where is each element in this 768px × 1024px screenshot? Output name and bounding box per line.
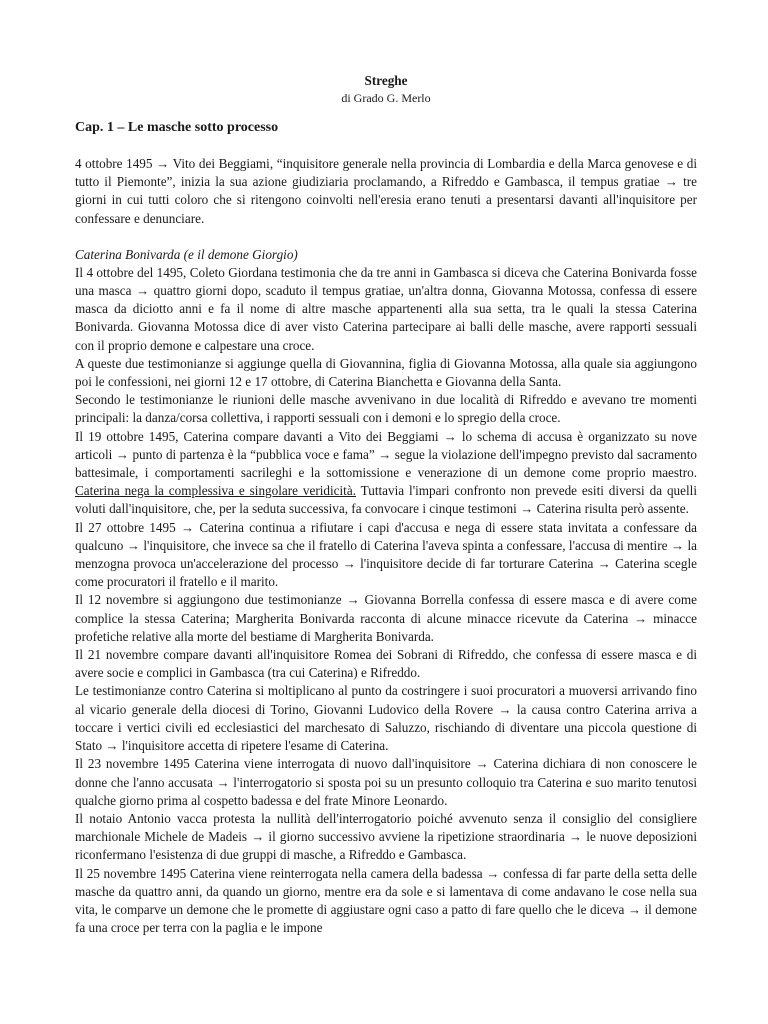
underlined-text: Caterina nega la complessiva e singolare veridicità.	[75, 483, 356, 499]
body-paragraph: Il 21 novembre compare davanti all'inquisitore Romea dei Sobrani di Rifreddo, che confessa di essere masca e di avere socie e complici in Gambasca (tra cui Caterina) e Rifreddo.	[75, 647, 697, 681]
section-title: Caterina Bonivarda (e il demone Giorgio)	[75, 246, 298, 262]
body-paragraph: Il notaio Antonio vacca protesta la nullità dell'interrogatorio poiché avvenuto senza il consiglio del consigliere marchionale Michele de Madeis → il giorno successivo avviene la ripetizione straordinaria → le nuove deposizioni riconfermano l'esistenza di due gruppi di masche, a Rifreddo e Gambasca.	[75, 810, 697, 863]
body-paragraph: Il 12 novembre si aggiungono due testimonianze → Giovanna Borrella confessa di essere masca e di avere come complice la stessa Caterina; Margherita Bonivarda racconta di alcune minacce ricevute da Caterina → minacce profetiche relative alla morte del bestiame di Margherita Bonivarda.	[75, 592, 697, 644]
body-paragraph: Il 4 ottobre del 1495, Coleto Giordana testimonia che da tre anni in Gambasca si diceva che Caterina Bonivarda fosse una masca → quattro giorni dopo, scaduto il tempus gratiae, un'altra donna, Giovanna Motossa, confessa di essere masca da diciotto anni e fa il nome di altre masche appartenenti alla sua setta, tra le quali la stessa Caterina Bonivarda. Giovanna Motossa dice di aver visto Caterina partecipare ai balli delle masche, avere rapporti sessuali con il proprio demone e calpestare una croce.	[75, 264, 697, 353]
body-paragraph: Le testimonianze contro Caterina si moltiplicano al punto da costringere i suoi procuratori a muoversi arrivando fino al vicario generale della diocesi di Torino, Giovanni Ludovico della Rovere → la causa contro Caterina arriva a toccare i vertici civili ed ecclesiastici del marchesato di Saluzzo, rischiando di diventare una piccola questione di Stato → l'inquisitore accetta di ripetere l'esame di Caterina.	[75, 683, 697, 754]
body-paragraph: Il 23 novembre 1495 Caterina viene interrogata di nuovo dall'inquisitore → Caterina dichiara di non conoscere le donne che l'anno accusata → l'interrogatorio si sposta poi su un presunto colloquio tra Caterina e suo marito tenutosi qualche giorno prima al cospetto badessa e del frate Minore Leonardo.	[75, 756, 697, 808]
paragraph-text: Il 19 ottobre 1495, Caterina compare davanti a Vito dei Beggiami → lo schema di accusa è organizzato su nove articoli → punto di partenza è la “pubblica voce e fama” → segue la violazione dell'impegno previsto dal sacramento battesimale, i comportamenti sacrileghi e la sottomissione e venerazione di un demone come proprio maestro.	[75, 428, 697, 481]
chapter-heading: Cap. 1 – Le masche sotto processo	[75, 120, 279, 135]
document-title: Streghe	[364, 73, 408, 88]
body-paragraph: Il 27 ottobre 1495 → Caterina continua a rifiutare i capi d'accusa e nega di essere stata invitata a confessare da qualcuno → l'inquisitore, che invece sa che il fratello di Caterina l'aveva spinta a confessare, l'accusa di mentire → la menzogna provoca un'accelerazione del processo → l'inquisitore decide di far torturare Caterina → Caterina scegle come procuratori il fratello e il marito.	[75, 519, 697, 590]
body-paragraph: Il 25 novembre 1495 Caterina viene reinterrogata nella camera della badessa → confessa di far parte della setta delle masche da quattro anni, da quando un giorno, mentre era da sole e si lamentava di come andavano le cose nella sua vita, le comparve un demone che le promette di aggiustare ogni caso a patto di fare quello che le diceva → il demone fa una croce per terra con la paglia e le impone	[75, 865, 697, 936]
body-paragraph: Secondo le testimonianze le riunioni delle masche avvenivano in due località di Rifreddo e avevano tre momenti principali: la danza/corsa collettiva, i rapporti sessuali con i demoni e lo spregio della croce.	[75, 392, 697, 426]
body-paragraph-19-ottobre	[75, 428, 697, 519]
body-paragraph: A queste due testimonianze si aggiunge quella di Giovannina, figlia di Giovanna Motossa, alla quale sia aggiungono poi le confessioni, nei giorni 12 e 17 ottobre, di Caterina Bianchetta e Giovanna della Santa.	[75, 355, 697, 390]
intro-paragraph: 4 ottobre 1495 → Vito dei Beggiami, “inquisitore generale nella provincia di Lombardia e della Marca genovese e di tutto il Piemonte”, inizia la sua azione giudiziaria proclamando, a Rifreddo e Gambasca, il tempus gratiae → tre giorni in cui tutti coloro che si ritengono coinvolti nell'eresia erano tenuti a presentarsi davanti all'inquisitore per confessare e denunciare.	[75, 156, 697, 226]
document-author: di Grado G. Merlo	[341, 91, 431, 105]
paragraph-text: Tuttavia l'impari confronto non prevede esiti diversi da quelli voluti dall'inquisitore, che, per la seduta successiva, fa convocare i cinque testimoni → Caterina risulta però assente.	[75, 483, 697, 517]
document-page	[75, 72, 697, 937]
